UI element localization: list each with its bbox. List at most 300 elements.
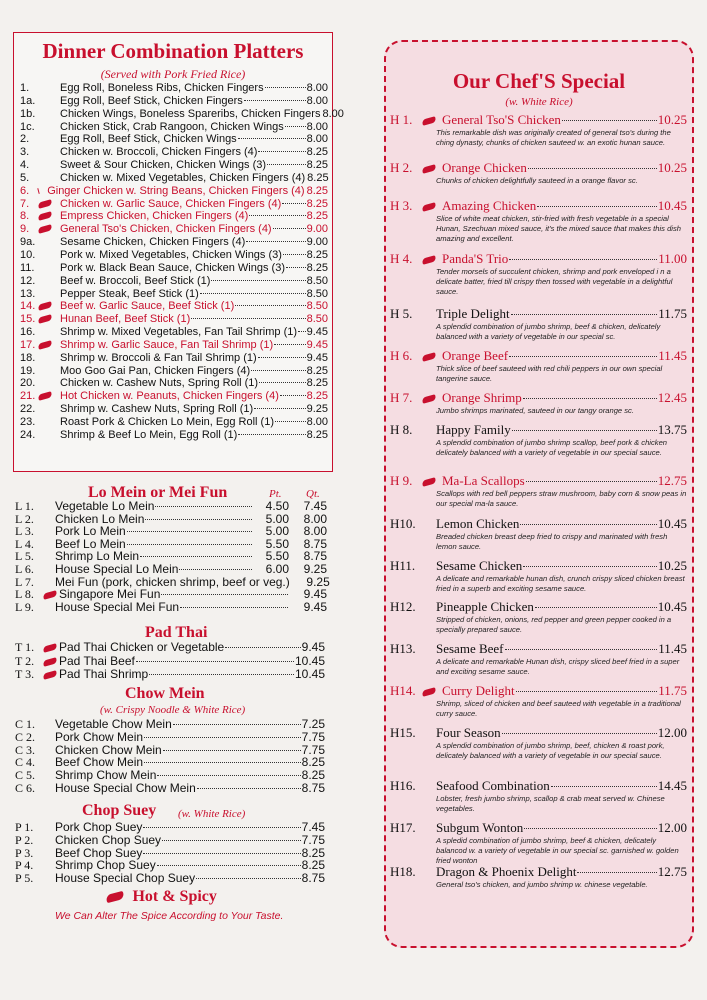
item-name: Pad Thai Beef	[59, 653, 135, 668]
item-name: Hunan Beef, Beef Stick (1)	[60, 313, 191, 326]
leader-dots	[173, 724, 301, 725]
item-name: Shrimp w. Cashew Nuts, Spring Roll (1)	[60, 403, 254, 416]
leader-dots	[140, 556, 252, 557]
item-price: 8.25	[301, 768, 325, 783]
item-number: 5.	[20, 171, 30, 184]
item-name: Empress Chicken, Chicken Fingers (4)	[60, 210, 249, 223]
chef-item-row	[390, 820, 687, 836]
chef-item-row	[390, 306, 687, 322]
combo-item	[20, 403, 328, 416]
item-description: A delicate and remarkable hunan dish, crunch crispy sliced chicken breast fried in a superb and exciting sesame sauce.	[436, 574, 685, 593]
item-number: L 5.	[15, 549, 34, 564]
item-price: 8.25	[306, 377, 328, 390]
item-price: 12.45	[657, 390, 687, 405]
leader-dots	[577, 872, 656, 873]
combo-item	[20, 313, 328, 326]
item-price: 8.00	[306, 94, 328, 107]
leader-dots	[526, 481, 657, 482]
item-number: P 3.	[15, 845, 34, 860]
item-name: Singapore Mei Fun	[59, 587, 161, 602]
item-name: Beef Lo Mein	[55, 536, 126, 551]
leader-dots	[144, 762, 301, 763]
leader-dots	[196, 878, 301, 879]
item-price: 8.25	[306, 248, 328, 261]
item-number: 18.	[20, 351, 36, 364]
leader-dots	[127, 544, 252, 545]
item-price: 10.45	[294, 667, 325, 681]
item-number: L 3.	[15, 524, 34, 539]
combo-item	[20, 429, 328, 442]
item-price: 11.00	[658, 251, 687, 266]
leader-dots	[180, 607, 288, 608]
item-name: Mei Fun (pork, chicken shrimp, beef or veg.)	[55, 574, 290, 589]
item-number: 17.	[20, 338, 36, 351]
item-name: Pork Lo Mein	[55, 524, 126, 539]
item-price: 8.00	[306, 415, 328, 428]
chowmein-item	[15, 718, 325, 731]
item-price: 10.45	[294, 653, 325, 668]
item-description: Jumbo shrimps marinated, sauteed in our tangy orange sc.	[436, 406, 634, 415]
leader-dots	[502, 733, 657, 734]
chef-title: Our Chef'S Special	[452, 69, 626, 93]
item-number: H 4.	[390, 251, 413, 266]
item-name: Happy Family	[436, 422, 511, 437]
leader-dots	[528, 168, 657, 169]
item-description: Thick slice of beef sauteed with red chili peppers in our own special tangerine sauce.	[436, 364, 663, 383]
item-price: 11.75	[658, 306, 687, 321]
leader-dots	[197, 788, 301, 789]
chef-item-row	[390, 473, 687, 489]
item-number: P 1.	[15, 820, 34, 834]
combo-item	[20, 172, 328, 185]
item-price-quart: 9.25	[306, 574, 330, 589]
leader-dots	[145, 519, 252, 520]
leader-dots	[143, 827, 300, 828]
item-number: 21.	[20, 390, 36, 403]
item-name: Curry Delight	[442, 683, 515, 698]
item-name: Vegetable Chow Mein	[55, 717, 172, 731]
item-price-quart: 9.25	[303, 561, 327, 576]
leader-dots	[273, 228, 306, 229]
item-price: 8.50	[306, 313, 328, 326]
item-number: 2.	[20, 133, 30, 146]
item-price-quart: 8.00	[303, 511, 327, 526]
chowmein-item	[15, 782, 325, 795]
chef-special-box	[384, 40, 694, 948]
item-price: 14.45	[657, 778, 687, 793]
item-price: 12.00	[657, 820, 687, 835]
item-name: Orange Chicken	[442, 160, 527, 175]
item-price: 7.25	[301, 717, 325, 731]
combo-item	[20, 365, 328, 378]
combo-item	[20, 300, 328, 313]
leader-dots	[285, 126, 306, 127]
item-price-quart: 8.75	[303, 536, 327, 551]
chowmein-subtitle: (w. Crispy Noodle & White Rice)	[100, 704, 246, 716]
item-price: 10.25	[657, 558, 687, 573]
lomein-item	[15, 525, 327, 538]
item-name: Shrimp w. Broccoli & Fan Tail Shrimp (1)	[60, 351, 257, 364]
item-number: 22.	[20, 403, 36, 416]
item-name: Sesame Chicken	[436, 558, 523, 573]
item-number: 9.	[20, 223, 30, 236]
item-description: Tender morsels of succulent chicken, shrimp and pork enveloped i n a delicate batter, fried till crispy then tossed with vegetable in a delightful sauce.	[436, 267, 673, 296]
leader-dots	[509, 259, 657, 260]
leader-dots	[524, 828, 657, 829]
item-description: A spledid combination of jumbo shrimp, beef & chicken, delicately balancod w. a variety of vegetable in our special sc. garnished w. golden fried wonton	[436, 836, 679, 865]
item-description: Shrimp, sliced of chicken and beef sauteed with vegetable in a traditional curry sauce.	[436, 699, 681, 718]
lomein-title: Lo Mein or Mei Fun	[88, 484, 228, 501]
lomein-item	[15, 500, 327, 513]
chili-pepper-icon	[421, 202, 436, 211]
item-number: H16.	[390, 778, 416, 793]
combo-item	[20, 352, 328, 365]
chef-special-item	[390, 160, 687, 186]
chef-special-item	[390, 422, 687, 458]
combo-item	[20, 133, 328, 146]
item-number: 24.	[20, 428, 36, 441]
item-number: 10.	[20, 248, 36, 261]
item-number: L 9.	[15, 599, 34, 614]
chili-pepper-icon	[421, 116, 436, 125]
combo-item	[20, 159, 328, 172]
item-name: Triple Delight	[436, 306, 510, 321]
item-name: Beef Chop Suey	[55, 845, 143, 860]
item-number: 23.	[20, 415, 36, 428]
item-price: 10.45	[657, 516, 687, 531]
item-name: Four Season	[436, 725, 501, 740]
leader-dots	[191, 318, 305, 319]
item-number: H17.	[390, 820, 416, 835]
item-name: Shrimp w. Mixed Vegetables, Fan Tail Shrimp (1)	[60, 326, 298, 339]
item-price: 10.45	[657, 198, 687, 213]
item-number: H10.	[390, 516, 416, 531]
leader-dots	[258, 357, 306, 358]
chili-pepper-icon	[105, 891, 124, 903]
item-name: Chicken w. Cashew Nuts, Spring Roll (1)	[60, 377, 259, 390]
item-price: 7.75	[301, 832, 325, 847]
leader-dots	[155, 506, 252, 507]
item-description: Breaded chicken breast deep fried to crispy and marinated with fresh lemon sauce.	[436, 532, 668, 551]
item-price: 9.00	[306, 223, 328, 236]
chef-special-item	[390, 348, 687, 384]
item-number: C 2.	[15, 729, 36, 744]
chef-special-item	[390, 820, 687, 866]
item-name: Beef w. Broccoli, Beef Stick (1)	[60, 274, 211, 287]
item-number: H 6.	[390, 348, 413, 363]
leader-dots	[562, 120, 657, 121]
item-name: Hot Chicken w. Peanuts, Chicken Fingers (4)	[60, 390, 279, 403]
item-name: Chicken Stick, Crab Rangoon, Chicken Wings	[60, 120, 284, 133]
item-name: Chicken w. Garlic Sauce, Chicken Fingers (4)	[60, 197, 282, 210]
item-price: 10.25	[657, 160, 687, 175]
item-name: Shrimp Chop Suey	[55, 858, 156, 873]
chef-item-row	[390, 725, 687, 741]
chef-special-item	[390, 683, 687, 719]
item-description: A delicate and remarkable Hunan dish, crispy sliced beef fried in a super and exciting sesame sauce.	[436, 657, 680, 676]
leader-dots	[505, 649, 658, 650]
item-price-pint: 5.50	[265, 536, 289, 551]
combo-item	[20, 275, 328, 288]
combo-subtitle: (Served with Pork Fried Rice)	[100, 67, 246, 81]
item-name: Chicken w. Broccoli, Chicken Fingers (4)	[60, 146, 258, 159]
leader-dots	[246, 241, 305, 242]
item-number: 9a.	[20, 236, 36, 249]
chef-special-item	[390, 864, 687, 890]
item-name: House Special Chop Suey	[55, 871, 196, 886]
leader-dots	[157, 865, 301, 866]
item-name: Subgum Wonton	[436, 820, 524, 835]
padthai-item	[15, 668, 325, 682]
item-number: C 4.	[15, 755, 36, 770]
combo-item	[20, 223, 328, 236]
chef-special-item	[390, 251, 687, 297]
chef-item-row	[390, 112, 687, 128]
chowmein-title: Chow Mein	[125, 685, 205, 702]
leader-dots	[258, 151, 305, 152]
item-price: 9.45	[306, 351, 328, 364]
item-number: 1b.	[20, 107, 36, 120]
item-name: Ginger Chicken w. String Beans, Chicken Fingers (4)	[47, 184, 305, 197]
lomein-pt-label: Pt.	[269, 488, 282, 500]
padthai-title: Pad Thai	[145, 624, 208, 641]
item-number: 1a.	[20, 94, 36, 107]
padthai-item	[15, 641, 325, 655]
item-name: Orange Beef	[442, 348, 509, 363]
item-name: Panda'S Trio	[442, 251, 509, 266]
chef-special-item	[390, 641, 687, 677]
lomein-qt-label: Qt.	[306, 488, 320, 500]
item-name: Sesame Chicken, Chicken Fingers (4)	[60, 236, 246, 249]
chef-special-item	[390, 306, 687, 342]
item-name: Shrimp w. Garlic Sauce, Fan Tail Shrimp (1)	[60, 338, 274, 351]
item-name: Pepper Steak, Beef Stick (1)	[60, 287, 199, 300]
combo-item	[20, 198, 328, 211]
item-number: 19.	[20, 364, 36, 377]
leader-dots	[283, 254, 306, 255]
leader-dots	[211, 280, 305, 281]
chopsuey-list	[15, 821, 325, 885]
leader-dots	[200, 293, 306, 294]
item-description: A splendid combination of jumbo shrimp, beef & chicken, delicately balanced with a variety of vegetable in our special sc.	[436, 322, 661, 341]
lomein-list	[15, 499, 330, 614]
leader-dots	[249, 215, 305, 216]
item-name: Chicken Chop Suey	[55, 832, 162, 847]
item-name: Shrimp Chow Mein	[55, 768, 157, 783]
item-number: P 2.	[15, 832, 34, 847]
item-number: T 2.	[15, 653, 35, 668]
chopsuey-title: Chop Suey	[82, 802, 157, 819]
item-name: Chicken w. Mixed Vegetables, Chicken Fingers (4)	[60, 171, 306, 184]
item-price: 10.25	[657, 112, 687, 127]
item-price: 8.25	[307, 171, 329, 184]
item-description: Chunks of chicken delightfully sauteed in a orange flavor sc.	[436, 176, 638, 185]
chopsuey-item	[15, 872, 325, 885]
item-number: 20.	[20, 377, 36, 390]
item-price: 8.75	[301, 780, 325, 795]
item-price: 11.45	[658, 641, 687, 656]
item-price: 8.25	[306, 364, 328, 377]
item-price: 8.50	[306, 300, 328, 313]
item-price: 8.75	[301, 871, 325, 886]
item-name: Egg Roll, Boneless Ribs, Chicken Fingers	[60, 82, 264, 94]
chef-subtitle: (w. White Rice)	[505, 96, 573, 108]
item-price: 8.25	[301, 845, 325, 860]
item-price-pint: 6.00	[265, 561, 289, 576]
item-number: H 3.	[390, 198, 413, 213]
item-price: 9.25	[306, 403, 328, 416]
item-number: 16.	[20, 326, 36, 339]
hotspicy-title: Hot & Spicy	[132, 888, 217, 905]
leader-dots	[265, 87, 306, 88]
item-number: H14.	[390, 683, 416, 698]
item-number: H 2.	[390, 160, 413, 175]
lomein-item	[15, 563, 327, 576]
combo-platters-box	[13, 32, 344, 472]
chef-item-row	[390, 641, 687, 657]
leader-dots	[161, 594, 288, 595]
item-price: 13.75	[657, 422, 687, 437]
chili-pepper-icon	[421, 394, 436, 403]
combo-item	[20, 185, 328, 198]
item-price: 12.00	[657, 725, 687, 740]
leader-dots	[298, 331, 306, 332]
item-number: H 7.	[390, 390, 413, 405]
item-price: 7.75	[301, 729, 325, 744]
item-price: 9.00	[306, 236, 328, 249]
item-price: 8.25	[306, 146, 328, 159]
item-price: 8.25	[306, 210, 328, 223]
combo-item	[20, 377, 328, 390]
leader-dots	[225, 647, 300, 648]
item-price-pint: 4.50	[265, 499, 289, 513]
chef-special-item	[390, 473, 687, 509]
chef-special-item	[390, 778, 687, 814]
chef-item-row	[390, 160, 687, 176]
item-number: H11.	[390, 558, 416, 573]
item-name: Sesame Beef	[436, 641, 504, 656]
leader-dots	[162, 840, 301, 841]
leader-dots	[274, 344, 305, 345]
item-number: H 9.	[390, 473, 413, 488]
item-name: Vegetable Lo Mein	[55, 499, 155, 513]
leader-dots	[509, 356, 657, 357]
item-description: This remarkable dish was originally created of general tso's during the ching dynasty, chunks of chicken sauteed w. an exotic hunan sauce.	[436, 128, 671, 147]
combo-item	[20, 82, 328, 95]
leader-dots	[238, 434, 305, 435]
leader-dots	[244, 100, 306, 101]
item-price: 12.75	[657, 864, 687, 879]
item-name: Pineapple Chicken	[436, 599, 534, 614]
combo-item	[20, 390, 328, 403]
item-number: L 1.	[15, 499, 34, 513]
leader-dots	[157, 775, 300, 776]
item-number: T 1.	[15, 640, 35, 654]
combo-item	[20, 262, 328, 275]
item-name: Moo Goo Gai Pan, Chicken Fingers (4)	[60, 364, 251, 377]
item-name: Pad Thai Chicken or Vegetable	[59, 640, 225, 654]
combo-item	[20, 146, 328, 159]
item-number: L 4.	[15, 536, 34, 551]
item-number: L 2.	[15, 511, 34, 526]
item-number: 4.	[20, 159, 30, 172]
item-description: Stripped of chicken, onions, red pepper and green pepper cooked in a specially prepared sauce.	[436, 615, 672, 634]
item-name: General Tso's Chicken, Chicken Fingers (4)	[60, 223, 272, 236]
item-number: C 3.	[15, 742, 36, 757]
item-number: 14.	[20, 300, 36, 313]
item-price: 8.00	[306, 120, 328, 133]
chopsuey-item	[15, 834, 325, 847]
item-name: House Special Chow Mein	[55, 780, 196, 795]
chili-pepper-icon	[421, 164, 436, 173]
item-price: 8.25	[301, 858, 325, 873]
item-name: Beef Chow Mein	[55, 755, 144, 770]
combo-list	[20, 82, 344, 442]
item-price: 11.45	[658, 348, 687, 363]
leader-dots	[238, 138, 306, 139]
hotspicy-note: We Can Alter The Spice According to Your Taste.	[55, 910, 284, 922]
item-price: 7.45	[301, 820, 325, 834]
chili-pepper-icon	[421, 687, 436, 696]
lomein-item	[15, 601, 327, 614]
item-description: Scallops with red bell peppers straw mushroom, baby corn & snow peas in our special ma-la sauce.	[436, 489, 687, 508]
combo-item	[20, 236, 328, 249]
leader-dots	[512, 430, 657, 431]
item-number: L 6.	[15, 561, 34, 576]
leader-dots	[127, 531, 252, 532]
item-number: T 3.	[15, 667, 35, 681]
combo-item	[20, 288, 328, 301]
combo-item	[20, 249, 328, 262]
padthai-item	[15, 655, 325, 669]
item-name: Egg Roll, Beef Stick, Chicken Wings	[60, 133, 237, 146]
leader-dots	[280, 395, 306, 396]
chili-pepper-icon	[421, 477, 436, 486]
item-name: Chicken Lo Mein	[55, 511, 145, 526]
leader-dots	[254, 408, 305, 409]
item-name: Pork w. Mixed Vegetables, Chicken Wings (3)	[60, 248, 282, 261]
item-name: House Special Lo Mein	[55, 561, 179, 576]
leader-dots	[275, 421, 306, 422]
item-price-pint: 5.00	[265, 511, 289, 526]
item-number: H 1.	[390, 112, 413, 127]
leader-dots	[251, 370, 305, 371]
chowmein-list	[15, 718, 325, 795]
item-number: 7.	[20, 197, 30, 210]
item-price: 8.00	[322, 107, 344, 120]
chef-item-row	[390, 198, 687, 214]
item-name: Pork w. Black Bean Sauce, Chicken Wings (3)	[60, 261, 285, 274]
item-price-quart: 8.75	[303, 549, 327, 564]
leader-dots	[163, 750, 301, 751]
item-name: Roast Pork & Chicken Lo Mein, Egg Roll (1)	[60, 415, 274, 428]
item-price: 12.75	[657, 473, 687, 488]
chef-item-row	[390, 516, 687, 532]
item-number: H13.	[390, 641, 416, 656]
item-description: A splendid combination of jumbo shrimp, beef, chicken & roast pork, delicately balanced with a variety of vegetable in our special sauce.	[436, 741, 665, 760]
item-number: H15.	[390, 725, 416, 740]
item-number: 11.	[20, 261, 35, 274]
chef-item-row	[390, 422, 687, 438]
item-number: C 1.	[15, 717, 36, 731]
chef-item-row	[390, 683, 687, 699]
item-price-quart: 8.00	[303, 524, 327, 539]
item-price: 11.75	[658, 683, 687, 698]
item-number: H12.	[390, 599, 416, 614]
chef-special-item	[390, 390, 687, 416]
combo-item	[20, 326, 328, 339]
item-price: 9.45	[306, 338, 328, 351]
